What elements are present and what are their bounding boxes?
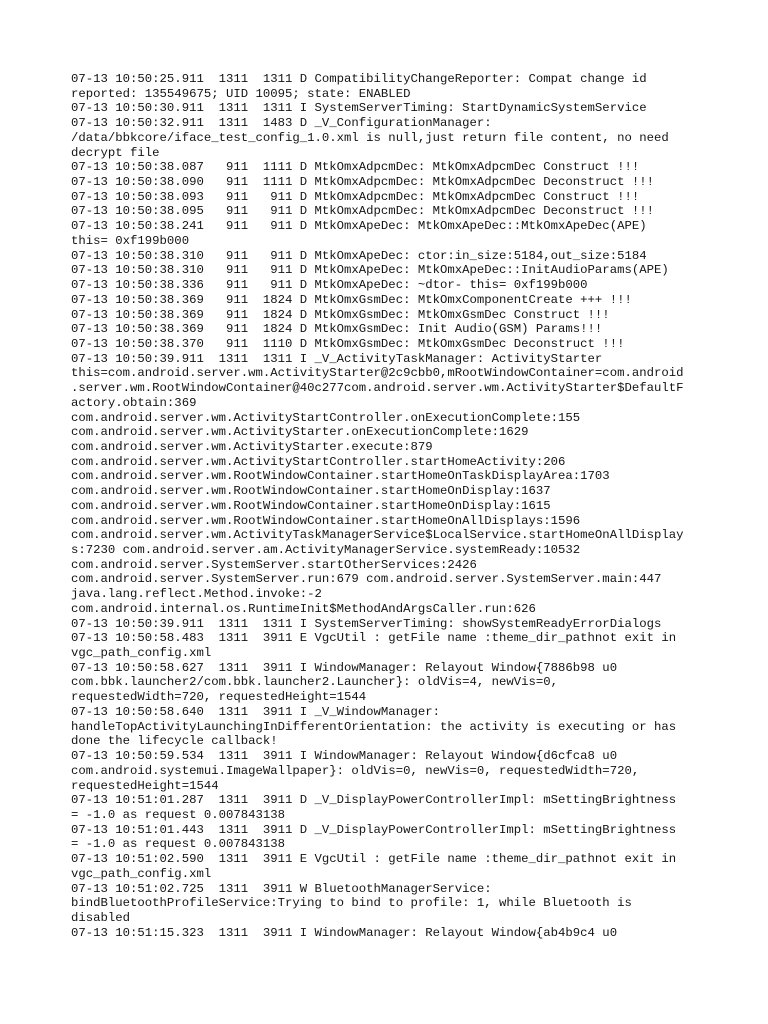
log-line: 07-13 10:50:38.369 911 1824 D MtkOmxGsmDec: Init Audio(GSM) Params!!! — [71, 322, 603, 337]
log-line: com.android.server.wm.ActivityStarter.onExecutionComplete:1629 — [71, 425, 529, 440]
log-line: 07-13 10:50:38.369 911 1824 D MtkOmxGsmDec: MtkOmxGsmDec Construct !!! — [71, 307, 610, 322]
log-line: com.bbk.launcher2/com.bbk.launcher2.Launcher}: oldVis=4, newVis=0, — [71, 675, 559, 690]
log-line: 07-13 10:51:15.323 1311 3911 I WindowManager: Relayout Window{ab4b9c4 u0 — [71, 925, 618, 940]
log-line: vgc_path_config.xml — [71, 866, 212, 881]
log-line: 07-13 10:50:39.911 1311 1311 I SystemServerTiming: showSystemReadyErrorDialogs — [71, 616, 662, 631]
log-line: 07-13 10:50:38.087 911 1111 D MtkOmxAdpcmDec: MtkOmxAdpcmDec Construct !!! — [71, 160, 640, 175]
log-line: actory.obtain:369 — [71, 395, 197, 410]
log-line: s:7230 com.android.server.am.ActivityManagerService.systemReady:10532 — [71, 543, 581, 557]
log-line: com.android.server.wm.ActivityTaskManagerService$LocalService.startHomeOnAllDisplay — [71, 528, 684, 543]
log-line: /data/bbkcore/iface_test_config_1.0.xml is null,just return file content, no need — [71, 130, 669, 145]
log-line: 07-13 10:50:25.911 1311 1311 D CompatibilityChangeReporter: Compat change id — [71, 72, 647, 86]
log-line: .server.wm.RootWindowContainer@40c277com.android.server.wm.ActivityStarter$DefaultF — [71, 381, 684, 396]
log-text-block — [71, 72, 711, 940]
log-line: 07-13 10:50:38.369 911 1824 D MtkOmxGsmDec: MtkOmxComponentCreate +++ !!! — [71, 292, 632, 307]
log-line: 07-13 10:50:38.090 911 1111 D MtkOmxAdpcmDec: MtkOmxAdpcmDec Deconstruct !!! — [71, 175, 654, 190]
log-line: this= 0xf199b000 — [71, 233, 190, 248]
log-line: requestedHeight=1544 — [71, 778, 219, 793]
log-line: 07-13 10:50:58.627 1311 3911 I WindowManager: Relayout Window{7886b98 u0 — [71, 660, 618, 675]
log-line: this=com.android.server.wm.ActivityStarter@2c9cbb0,mRootWindowContainer=com.android — [71, 366, 684, 381]
log-line: com.android.server.wm.RootWindowContainer.startHomeOnDisplay:1615 — [71, 498, 551, 513]
log-line: bindBluetoothProfileService:Trying to bind to profile: 1, while Bluetooth is — [71, 896, 632, 911]
log-line: com.android.server.wm.ActivityStartController.startHomeActivity:206 — [71, 454, 566, 469]
log-line: com.android.server.wm.ActivityStarter.execute:879 — [71, 439, 433, 454]
log-line: 07-13 10:50:38.093 911 911 D MtkOmxAdpcmDec: MtkOmxAdpcmDec Construct !!! — [71, 189, 640, 204]
log-line: 07-13 10:50:58.640 1311 3911 I _V_WindowManager: — [71, 704, 440, 719]
log-line: com.android.systemui.ImageWallpaper}: oldVis=0, newVis=0, requestedWidth=720, — [71, 763, 640, 778]
log-line: com.android.server.wm.RootWindowContainer.startHomeOnTaskDisplayArea:1703 — [71, 469, 610, 484]
log-line: done the lifecycle callback! — [71, 734, 278, 749]
log-line: 07-13 10:50:59.534 1311 3911 I WindowManager: Relayout Window{d6cfca8 u0 — [71, 749, 618, 764]
log-line: 07-13 10:50:38.095 911 911 D MtkOmxAdpcmDec: MtkOmxAdpcmDec Deconstruct !!! — [71, 204, 654, 219]
log-line: = -1.0 as request 0.007843138 — [71, 837, 286, 852]
log-line: com.android.server.SystemServer.run:679 com.android.server.SystemServer.main:447 — [71, 572, 662, 587]
log-line: 07-13 10:51:02.725 1311 3911 W BluetoothManagerService: — [71, 881, 492, 896]
log-line: 07-13 10:50:38.310 911 911 D MtkOmxApeDec: MtkOmxApeDec::InitAudioParams(APE) — [71, 263, 669, 278]
log-line: requestedWidth=720, requestedHeight=1544 — [71, 690, 367, 705]
log-line: 07-13 10:50:38.336 911 911 D MtkOmxApeDec: ~dtor- this= 0xf199b000 — [71, 278, 588, 293]
log-line: 07-13 10:50:38.310 911 911 D MtkOmxApeDec: ctor:in_size:5184,out_size:5184 — [71, 248, 647, 263]
log-line: com.android.server.SystemServer.startOtherServices:2426 — [71, 557, 477, 572]
log-line: = -1.0 as request 0.007843138 — [71, 807, 286, 822]
log-line: vgc_path_config.xml — [71, 646, 212, 661]
log-line: 07-13 10:50:30.911 1311 1311 I SystemServerTiming: StartDynamicSystemService — [71, 101, 647, 116]
log-line: 07-13 10:51:01.287 1311 3911 D _V_DisplayPowerControllerImpl: mSettingBrightness — [71, 793, 677, 808]
log-line: decrypt file — [71, 145, 160, 160]
log-line: reported: 135549675; UID 10095; state: ENABLED — [71, 86, 411, 101]
log-line: com.android.server.wm.ActivityStartController.onExecutionComplete:155 — [71, 410, 581, 425]
log-line: 07-13 10:50:39.911 1311 1311 I _V_ActivityTaskManager: ActivityStarter — [71, 351, 603, 366]
log-line: disabled — [71, 910, 131, 925]
log-line: 07-13 10:50:38.241 911 911 D MtkOmxApeDec: MtkOmxApeDec::MtkOmxApeDec(APE) — [71, 219, 647, 234]
log-line: 07-13 10:50:32.911 1311 1483 D _V_ConfigurationManager: — [71, 116, 492, 131]
log-line: java.lang.reflect.Method.invoke:-2 — [71, 587, 322, 602]
log-line: 07-13 10:50:38.370 911 1110 D MtkOmxGsmDec: MtkOmxGsmDec Deconstruct !!! — [71, 336, 625, 351]
log-line: 07-13 10:50:58.483 1311 3911 E VgcUtil : getFile name :theme_dir_pathnot exit in — [71, 631, 677, 646]
log-line: 07-13 10:51:02.590 1311 3911 E VgcUtil : getFile name :theme_dir_pathnot exit in — [71, 852, 677, 867]
log-line: com.android.server.wm.RootWindowContainer.startHomeOnDisplay:1637 — [71, 484, 551, 499]
log-line: com.android.internal.os.RuntimeInit$MethodAndArgsCaller.run:626 — [71, 601, 536, 616]
log-line: handleTopActivityLaunchingInDifferentOrientation: the activity is executing or has — [71, 719, 677, 734]
log-line: com.android.server.wm.RootWindowContainer.startHomeOnAllDisplays:1596 — [71, 513, 581, 528]
log-line: 07-13 10:51:01.443 1311 3911 D _V_DisplayPowerControllerImpl: mSettingBrightness — [71, 822, 677, 837]
